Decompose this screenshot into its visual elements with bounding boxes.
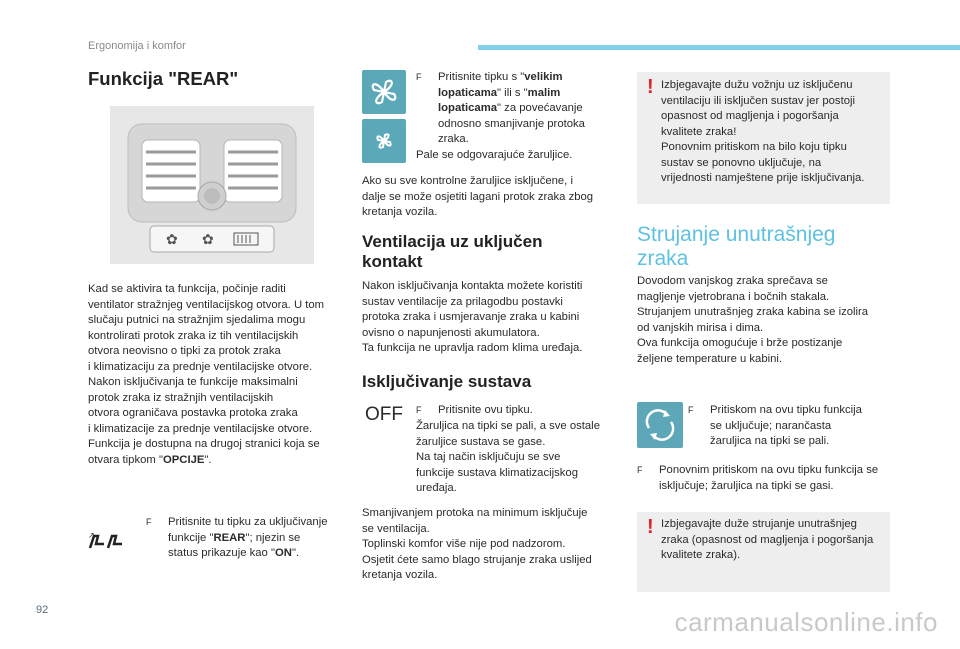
rear-seat-icon bbox=[84, 528, 128, 552]
fan-text-a: Pritisnite tipku s " bbox=[438, 71, 525, 83]
bullet-marker: F bbox=[146, 517, 152, 527]
off-bullet-text: Pritisnite ovu tipku. bbox=[438, 404, 533, 416]
light-flow-text: Ako su sve kontrolne žaruljice isključene, i dalje se može osjetiti lagani protok zraka zbog kretanja vozila. bbox=[362, 175, 594, 218]
off-button-icon: OFF bbox=[365, 404, 403, 425]
section-title-off: Isključivanje sustava bbox=[362, 372, 532, 391]
section-title-ventilation: Ventilacija uz uključen kontakt bbox=[362, 232, 543, 271]
off-description: Žaruljica na tipki se pali, a sve ostale žaruljice sustava se gase. Na taj način isključuju se sve funkcije sustava klimatizacijskog uređaja. bbox=[416, 420, 600, 494]
rear-vent-illustration bbox=[110, 106, 314, 264]
ventilation-text: Nakon isključivanja kontakta možete koristiti sustav ventilacije za prilagodbu postavki protoka zraka i usmjeravanje zraka u kabini ovisno o napunjenosti akumulatora. Ta funkcija ne upravlja radom klima uređaja. bbox=[362, 280, 583, 354]
fan-text-b: velikim lopaticama bbox=[438, 71, 563, 99]
bullet-marker: F bbox=[416, 72, 422, 82]
bullet-text-c: "; njezin se status prikazuje kao " bbox=[168, 531, 301, 559]
warning-box-ventilation bbox=[637, 72, 890, 204]
large-fan-icon bbox=[362, 70, 406, 114]
svg-text:↗: ↗ bbox=[88, 531, 95, 540]
bullet-marker: F bbox=[637, 465, 643, 475]
section-title-rear: Funkcija "REAR" bbox=[88, 68, 239, 89]
warning-text-recirculation: Izbjegavajte duže strujanje unutrašnjeg zraka (opasnost od magljenja i pogoršanja kvalitete zraka). bbox=[661, 518, 874, 561]
bullet-text-e: ". bbox=[291, 547, 300, 559]
warning-text: Izbjegavajte dužu vožnju uz isključenu ventilaciju ili isključen sustav jer postoji opasnost od magljenja i pogoršanja kvalitete zraka! Ponovnim pritiskom na bilo koju tipku sustav se ponovno uključuje, na vrijednosti namještene prije isključivanja. bbox=[661, 79, 865, 184]
bullet-marker: F bbox=[416, 405, 422, 415]
fan-text-e: " za povećavanje odnosno smanjivanje protoka zraka. bbox=[438, 102, 585, 145]
small-fan-icon bbox=[362, 119, 406, 163]
rear-description-end: ". bbox=[204, 453, 212, 466]
rear-on-bullet bbox=[146, 515, 346, 562]
rear-description-text: Kad se aktivira ta funkcija, počinje raditi ventilator stražnjeg ventilacijskog otvora. U tom slučaju putnici na stražnjim sjedalima mogu kontrolirati protok zraka iz tih ventilacijskih otvora neovisno o tipki za protok zraka i klimatizaciju za prednje ventilacijske otvore. Nakon isključivanja te funkcije maksimalni protok zraka iz stražnjih ventilacijskih otvora ograničava postavka protoka zraka i klimatizacije za prednje ventilacijske otvore. Funkcija je dostupna na drugoj stranici koja se otvara tipkom " bbox=[88, 283, 325, 466]
bullet-marker: F bbox=[688, 405, 694, 415]
recirculation-text: Dovodom vanjskog zraka sprečava se magljenje vjetrobrana i bočnih stakala. Strujanjem unutrašnjeg zraka kabina se izolira od vanjskih mirisa i dima. Ova funkcija omogućuje i brže postizanje željene temperature u kabini. bbox=[637, 275, 869, 365]
bullet-text-a: Pritisnite tu tipku za uključivanje funkcije " bbox=[168, 516, 328, 544]
rear-description bbox=[88, 282, 350, 468]
bullet-text-b: REAR bbox=[213, 531, 246, 544]
warning-icon: ! bbox=[647, 516, 654, 538]
options-label: OPCIJE bbox=[162, 453, 205, 466]
svg-text:✿: ✿ bbox=[202, 232, 214, 248]
fan-speed-bullet bbox=[416, 70, 602, 148]
recirc-off-text: Ponovnim pritiskom na ovu tipku funkcija se isključuje; žaruljica na tipki se gasi. bbox=[659, 464, 879, 492]
minimum-flow-text: Smanjivanjem protoka na minimum isključuje se ventilacija. Toplinski komfor više nije pod nadzorom. Osjetit ćete samo blago strujanje zraka uslijed kretanja vozila. bbox=[362, 507, 592, 581]
page-number: 92 bbox=[36, 604, 49, 616]
section-title-recirculation: Strujanje unutrašnjeg zraka bbox=[637, 223, 836, 270]
bullet-text-d: ON bbox=[275, 547, 292, 559]
warning-box-recirculation bbox=[637, 512, 890, 592]
recirculation-icon bbox=[637, 402, 683, 448]
fan-text-d: malim lopaticama bbox=[438, 86, 561, 114]
recirc-off-bullet bbox=[637, 463, 895, 494]
recirc-on-text: Pritiskom na ovu tipku funkcija se uključuje; narančasta žaruljica na tipki se pali. bbox=[710, 404, 862, 447]
warning-icon: ! bbox=[647, 76, 654, 98]
svg-text:✿: ✿ bbox=[166, 232, 178, 248]
watermark: carmanualsonline.info bbox=[674, 607, 938, 637]
fan-text-c: " ili s " bbox=[497, 86, 528, 99]
recirc-on-bullet bbox=[688, 403, 888, 450]
off-bullet bbox=[416, 403, 626, 419]
chapter-title: Ergonomija i komfor bbox=[88, 40, 186, 52]
fan-lights-text: Pale se odgovarajuće žaruljice. bbox=[416, 149, 573, 161]
rear-vent-panel-image bbox=[110, 106, 314, 264]
header-accent-bar bbox=[478, 45, 960, 50]
